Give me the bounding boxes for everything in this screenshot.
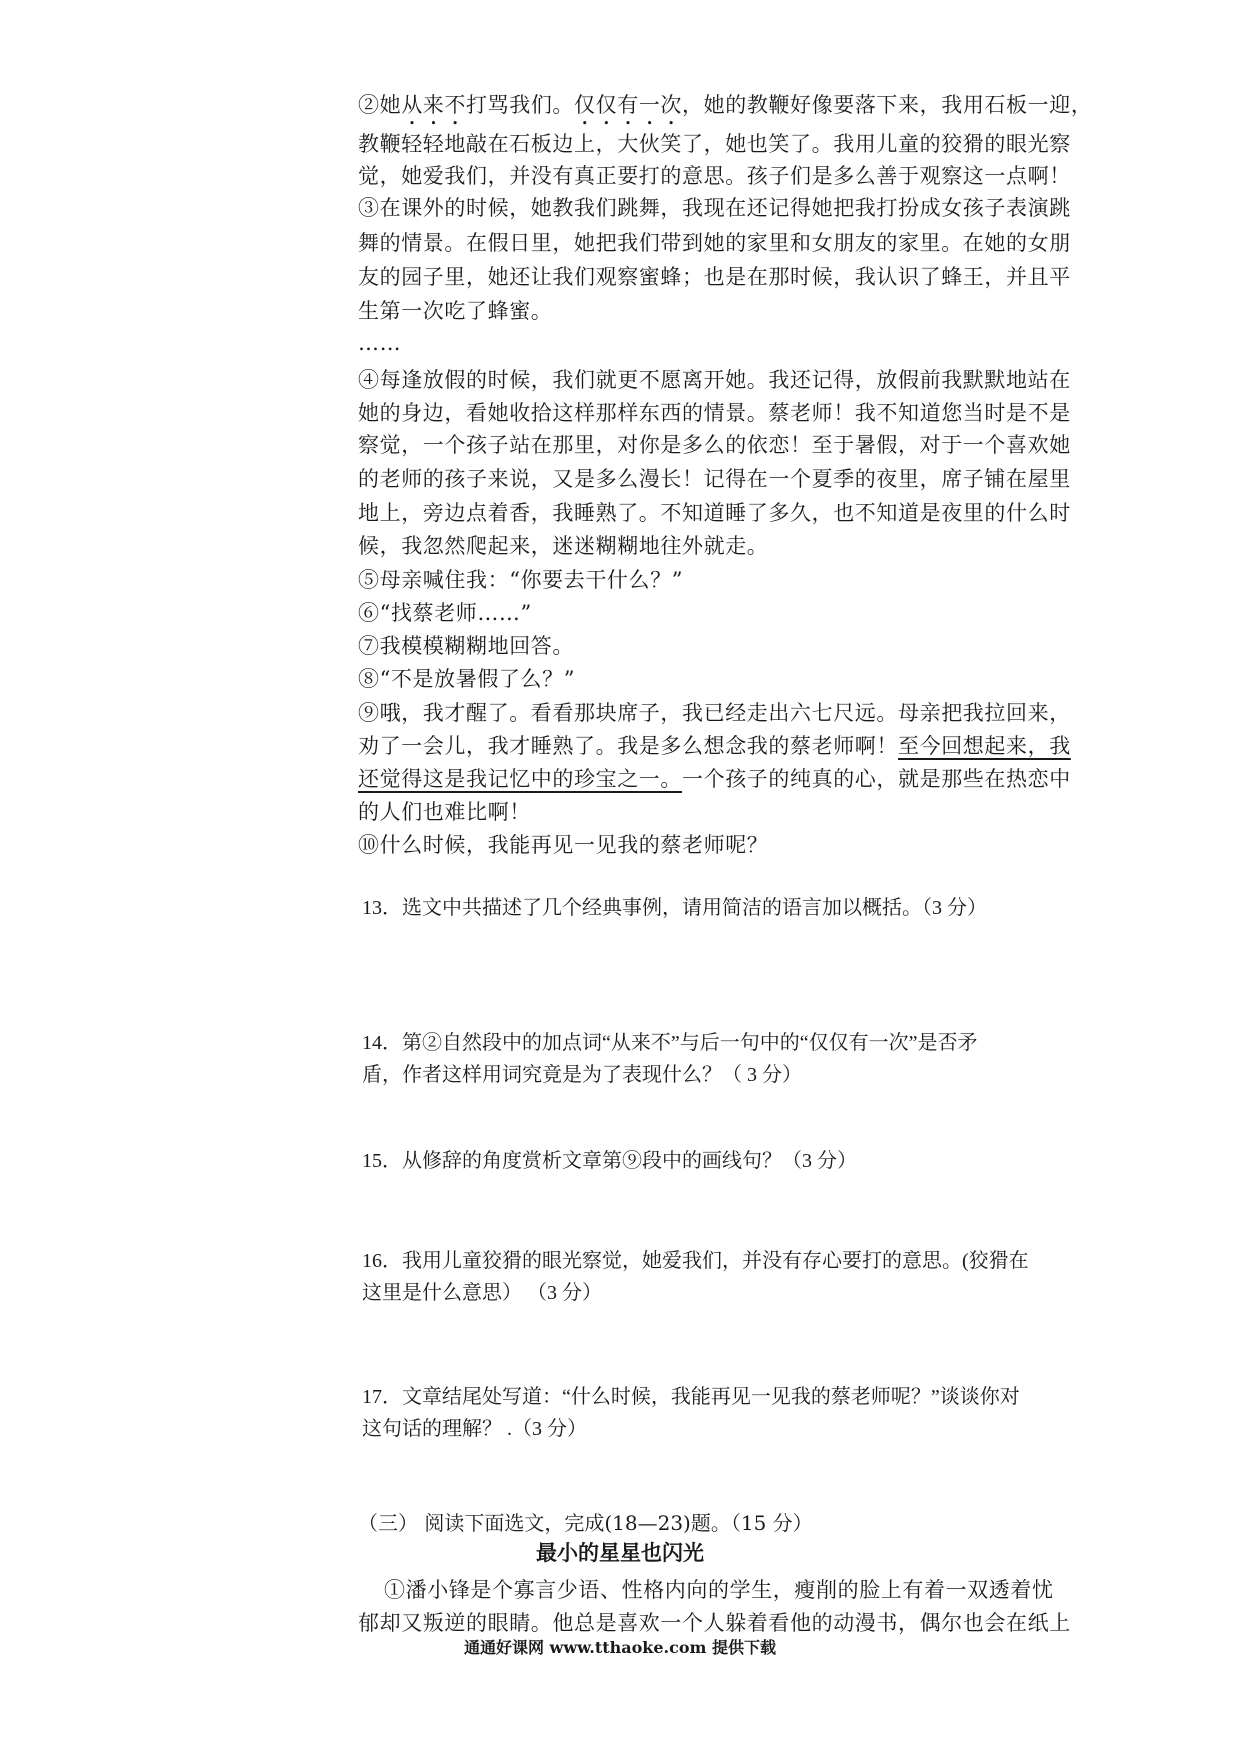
passage-p2-line1: ②她从来不打骂我们。仅仅有一次，她的教鞭好像要落下来，我用石板一迎， [358, 93, 1093, 117]
passage-p2-line3: 觉，她爱我们，并没有真正要打的意思。孩子们是多么善于观察这一点啊！ [358, 164, 1071, 188]
passage-p4-line6: 候，我忽然爬起来，迷迷糊糊地往外就走。 [358, 534, 769, 558]
passage-p5: ⑤母亲喊住我：“你要去干什么？” [358, 568, 684, 592]
page-footer: 通通好课网 www.tthaoke.com 提供下载 [463, 1638, 777, 1657]
passage-p4-line5: 地上，旁边点着香，我睡熟了。不知道睡了多久，也不知道是夜里的什么时 [358, 501, 1071, 525]
underlined-sentence-part1: 至今回想起来，我 [898, 734, 1071, 758]
emphasized-word-jinjinyouyici: 仅仅有一次 [574, 93, 683, 117]
passage-p9-line3: 还觉得这是我记忆中的珍宝之一。一个孩子的纯真的心，就是那些在热恋中 [358, 767, 1071, 791]
passage-p2-line2: 教鞭轻轻地敲在石板边上，大伙笑了，她也笑了。我用儿童的狡猾的眼光察 [358, 132, 1071, 156]
passage-p10: ⑩什么时候，我能再见一见我的蔡老师呢？ [358, 833, 769, 857]
passage-p7: ⑦我模模糊糊地回答。 [358, 634, 574, 658]
passage-p3-line1: ③在课外的时候，她教我们跳舞，我现在还记得她把我打扮成女孩子表演跳 [358, 196, 1071, 220]
passage-p6: ⑥“找蔡老师……” [358, 601, 532, 625]
question-15: 15．从修辞的角度赏析文章第⑨段中的画线句？（3 分） [362, 1150, 857, 1172]
underlined-sentence-part2: 还觉得这是我记忆中的珍宝之一。 [358, 767, 682, 791]
section-3-heading: （三） 阅读下面选文，完成(18—23)题。（15 分） [358, 1511, 813, 1535]
article-title: 最小的星星也闪光 [536, 1540, 704, 1565]
passage-ellipsis: …… [358, 331, 402, 355]
passage-p3-line2: 舞的情景。在假日里，她把我们带到她的家里和女朋友的家里。在她的女朋 [358, 231, 1071, 255]
passage-p9-line2: 劝了一会儿，我才睡熟了。我是多么想念我的蔡老师啊！至今回想起来，我 [358, 734, 1071, 758]
question-14-line2: 盾，作者这样用词究竟是为了表现什么？（ 3 分） [362, 1064, 802, 1086]
question-16-line1: 16．我用儿童狡猾的眼光察觉，她爱我们，并没有存心要打的意思。(狡猾在 [362, 1250, 1029, 1272]
question-16-line2: 这里是什么意思） （3 分） [362, 1282, 602, 1304]
passage-p4-line4: 的老师的孩子来说，又是多么漫长！记得在一个夏季的夜里，席子铺在屋里 [358, 467, 1071, 491]
question-14-line1: 14．第②自然段中的加点词“从来不”与后一句中的“仅仅有一次”是否矛 [362, 1032, 978, 1054]
passage-p9-line4: 的人们也难比啊！ [358, 800, 531, 824]
passage-p4-line1: ④每逢放假的时候，我们就更不愿离开她。我还记得，放假前我默默地站在 [358, 368, 1071, 392]
section-3-line2: 郁却又叛逆的眼睛。他总是喜欢一个人躲着看他的动漫书，偶尔也会在纸上 [358, 1611, 1071, 1635]
passage-p4-line2: 她的身边，看她收拾这样那样东西的情景。蔡老师！我不知道您当时是不是 [358, 401, 1071, 425]
passage-p4-line3: 察觉，一个孩子站在那里，对你是多么的依恋！至于暑假，对于一个喜欢她 [358, 433, 1071, 457]
passage-p3-line4: 生第一次吃了蜂蜜。 [358, 299, 553, 323]
passage-p3-line3: 友的园子里，她还让我们观察蜜蜂；也是在那时候，我认识了蜂王，并且平 [358, 265, 1071, 289]
question-13: 13．选文中共描述了几个经典事例，请用简洁的语言加以概括。（3 分） [362, 897, 987, 919]
emphasized-word-conglaibu: 从来不 [401, 93, 467, 117]
question-17-line2: 这句话的理解？ .（3 分） [362, 1418, 587, 1440]
passage-p9-line1: ⑨哦，我才醒了。看看那块席子，我已经走出六七尺远。母亲把我拉回来， [358, 701, 1071, 725]
passage-p8: ⑧“不是放暑假了么？” [358, 667, 576, 691]
question-17-line1: 17．文章结尾处写道：“什么时候，我能再见一见我的蔡老师呢？”谈谈你对 [362, 1386, 1020, 1408]
section-3-line1: ①潘小锋是个寡言少语、性格内向的学生，瘦削的脸上有着一双透着忧 [384, 1578, 1054, 1602]
